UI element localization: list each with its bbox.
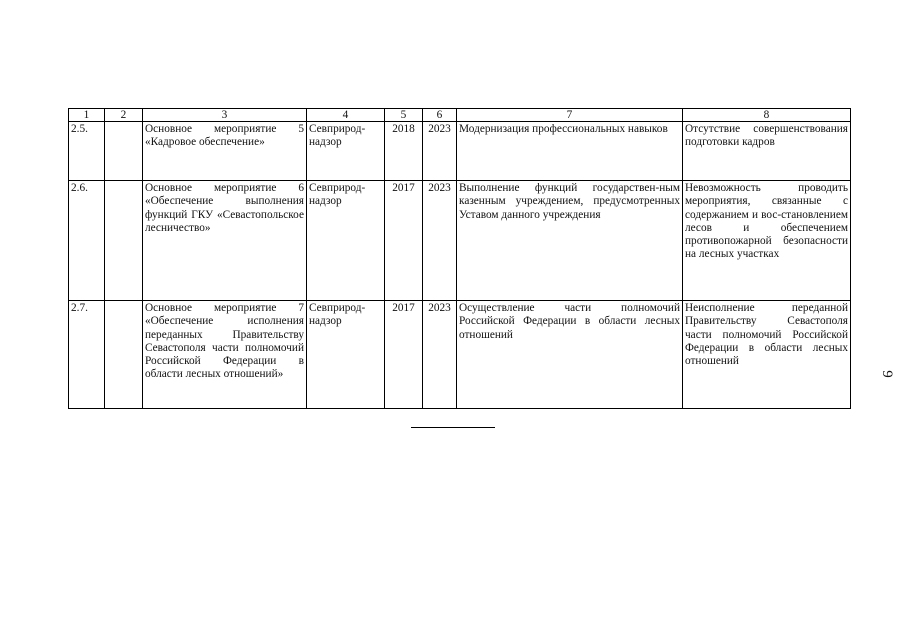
consequence: Неисполнение переданной Правительству Севастополя части полномочий Российской Федерации в области лесных отношений	[683, 301, 851, 409]
row-number: 2.5.	[69, 122, 105, 181]
end-year: 2023	[423, 122, 457, 181]
table-row	[69, 301, 851, 409]
executor: Севприрод-надзор	[307, 301, 385, 409]
executor: Севприрод-надзор	[307, 122, 385, 181]
measures-table	[68, 108, 851, 409]
header-cell: 5	[385, 109, 423, 122]
expected-result: Осуществление части полномочий Российской Федерации в области лесных отношений	[457, 301, 683, 409]
end-year: 2023	[423, 181, 457, 301]
empty-cell	[105, 301, 143, 409]
table-row	[69, 181, 851, 301]
event-name: Основное мероприятие 7 «Обеспечение исполнения переданных Правительству Севастополя части полномочий Российской Федерации в области лесных отношений»	[143, 301, 307, 409]
consequence: Невозможность проводить мероприятия, связанные с содержанием и вос-становлением лесов и обеспечением противопожарной безопасности на лесных участках	[683, 181, 851, 301]
header-cell: 2	[105, 109, 143, 122]
start-year: 2018	[385, 122, 423, 181]
separator-line	[411, 427, 495, 428]
row-number: 2.7.	[69, 301, 105, 409]
expected-result: Модернизация профессиональных навыков	[457, 122, 683, 181]
header-row	[69, 109, 851, 122]
executor: Севприрод-надзор	[307, 181, 385, 301]
start-year: 2017	[385, 181, 423, 301]
end-year: 2023	[423, 301, 457, 409]
header-cell: 1	[69, 109, 105, 122]
header-cell: 4	[307, 109, 385, 122]
event-name: Основное мероприятие 5 «Кадровое обеспечение»	[143, 122, 307, 181]
header-cell: 7	[457, 109, 683, 122]
consequence: Отсутствие совершенствования подготовки кадров	[683, 122, 851, 181]
empty-cell	[105, 181, 143, 301]
header-cell: 8	[683, 109, 851, 122]
empty-cell	[105, 122, 143, 181]
event-name: Основное мероприятие 6 «Обеспечение выполнения функций ГКУ «Севастопольское лесничество»	[143, 181, 307, 301]
page-number: 9	[879, 370, 895, 378]
row-number: 2.6.	[69, 181, 105, 301]
expected-result: Выполнение функций государствен-ным казенным учреждением, предусмотренных Уставом данного учреждения	[457, 181, 683, 301]
header-cell: 6	[423, 109, 457, 122]
header-cell: 3	[143, 109, 307, 122]
start-year: 2017	[385, 301, 423, 409]
table-row	[69, 122, 851, 181]
